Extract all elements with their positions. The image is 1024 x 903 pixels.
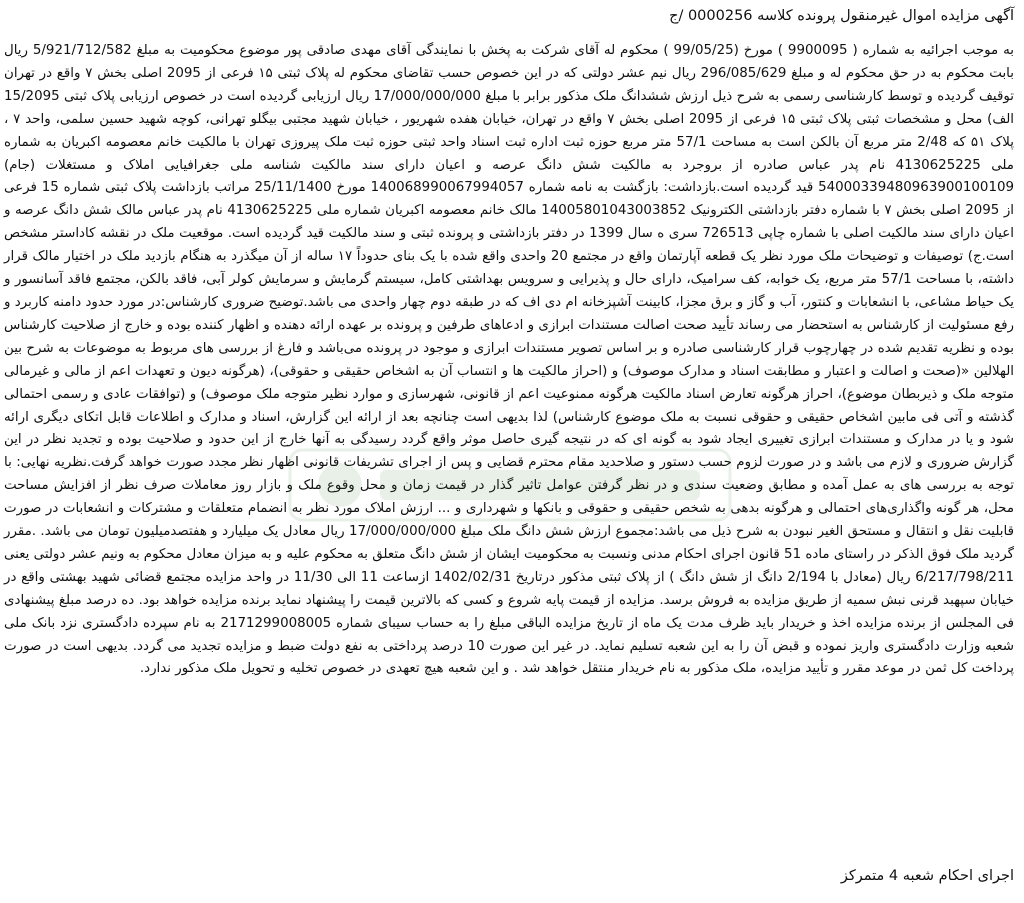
document-signature: اجرای احکام شعبه 4 متمرکز <box>840 868 1014 884</box>
body-paragraph: به موجب اجرائیه به شماره ( 9900095 ) مورخ (99/05/25 ) محکوم له آقای شرکت به پخش با نمایندگی آقای مهدی صادقی پور موضوع محکومیت به مبلغ 5/921/712/582 ریال بابت محکوم به در حق محکوم له و مبلغ 296/085/629 ریال نیم عشر دولتی که در این خصوص حسب تقاضای محکوم له پلاک ثبتی ۱۵ فرعی از 2095 اصلی بخش ۷ واقع در تهران توقیف گردیده و توسط کارشناسی رسمی به شرح ذیل ارزش ششدانگ ملک مذکور برابر با مبلغ 17/000/000/000 ریال ارزیابی گردیده است در خصوص ارزیابی پلاک ثبتی 15/2095 الف) محل و مشخصات ثبتی پلاک ثبتی ۱۵ فرعی از 2095 اصلی بخش ۷ واقع در تهران، خیابان هفده شهریور ، خیابان شهید مجتبی بیگلو تهرانی، کوچه شهید حسین سلمی، واحد ۷ ، پلاک ۵۱ که 2/48 متر مربع آن بالکن است به مساحت 57/1 متر مربع حوزه ثبت اداره ثبت اسناد واحد ثبتی حوزه ثبت ملک پیروزی تهران با مالکیت خانم معصومه اکبریان به شماره ملی 4130625225 نام پدر عباس صادره از بروجرد به مالکیت شش دانگ عرصه و اعیان دارای سند مالکیت شناسه ملی جغرافیایی املاک و مستغلات (جام) 5400033948096390010010​9 قید گردیده است.بازداشت: بازگشت به نامه شماره 14006899006799405​7 مورخ 25/11/1400 مراتب بازداشت پلاک ثبتی شماره 15 فرعی از 2095 اصلی بخش ۷ با شماره دفتر بازداشتی الکترونیک 14005801043003852 مالک خانم معصومه اکبریان شماره ملی 4130625225 نام پدر عباس مالک شش دانگ عرصه و اعیان دارای سند مالکیت اصلی با شماره چاپی 726513 سری ه سال 1399 در دفتر بازداشتی و پرونده ثبتی و سند مالکیت قید گردیده است. موقعیت ملک در نقشه کاداستر مشخص است.ج) توصیفات و توضیحات ملک مورد نظر یک قطعه آپارتمان واقع در مجتمع 20 واحدی واقع شده با یک بنای حدوداً ۱۷ ساله از آن میگذرد به هنگام بازدید ملک در اختیار مالک قرار داشته، با مساحت 57/1 متر مربع، یک خوابه، کف سرامیک، دارای حال و پذیرایی و سرویس بهداشتی کامل، سیستم گرمایش و سرمایش کولر آبی، فاقد بالکن، مجتمع فاقد آسانسور و یک حیاط مشاعی، با انشعابات و کنتور، آب و گاز و برق مجزا، کابینت آشپزخانه ام دی اف که در طبقه دوم چهار واحدی می باشد.توضیح ضروری کارشناس:در مورد حدود دامنه کاربرد و رفع مسئولیت از کارشناس به استحضار می رساند تأیید صحت اصالت مستندات ابرازی و ادعاهای طرفین و پرونده بر عهده ارائه دهنده و اظهار کننده بوده و خارج از صلاحیت کارشناس بوده و نظریه تقدیم شده در چهارچوب قرار کارشناسی صادره و بر اساس تصویر مستندات ابرازی و موجود در پرونده می‌باشد و فارغ از بررسی های مربوط به موضوعات به شرح بین الهلالین «(صحت و اصالت و اعتبار و مطابقت اسناد و مدارک موصوف) و (احراز مالکیت ها و انتساب آن به اشخاص حقیقی و حقوقی)، (هرگونه دیون و تعهدات اعم از مالی و غیرمالی متوجه ملک و ذیربطان موضوع)، احراز هرگونه تعارض اسناد مالکیت هرگونه ممنوعیت اعم از قانونی، شهرسازی و موارد نظیر متوجه ملک موصوف) و (توافقات عادی و رسمی احتمالی گذشته و آتی فی مابین اشخاص حقیقی و حقوقی نسبت به ملک موضوع کارشناس) لذا بدیهی است چنانچه بعد از ارائه این گزارش، اسناد و مدارک و اطلاعات قابل اتکای دیگری ارائه شود و یا در مدارک و مستندات ابرازی تغییری ایجاد شود به گونه ای که در نتیجه گیری حاصل موثر واقع گردد رسیدگی به آنها خارج از این حدود و صلاحیت بوده و تجدید نظر در این گزارش ضروری و لازم می باشد و در صورت لزوم حسب دستور و صلاحدید مقام محترم قضایی و پس از اجرای تشریفات قانونی اظهار نظر مجدد صورت خواهد گرفت.نظریه نهایی: با توجه به بررسی های به عمل آمده و مطابق وضعیت سندی و در نظر گرفتن عوامل تاثیر گذار در قیمت زمان و محل وقوع ملک و بازار روز معاملات صرف نظر از افزایش مساحت محل، هر گونه واگذاری‌های احتمالی و هرگونه بدهی به شخص حقیقی و حقوقی و بانکها و شهرداری و ... ارزش املاک مورد نظر به انضمام متعلقات و مشترکات و انشعابات در صورت قابلیت نقل و انتقال و مستحق الغیر نبودن به شرح ذیل می باشد:مجموع ارزش شش دانگ ملک مبلغ 17/000/000/000 ریال معادل یک میلیارد و هفتصدمیلیون تومان می باشد. .مقرر گردید ملک فوق الذکر در راستای ماده 51 قانون اجرای احکام مدنی ونسبت به محکومیت ایشان از شش دانگ متعلق به محکوم علیه و به میزان معادل محکوم به ونیم عشر دولتی یعنی 6/217/798/211 ریال (معادل با 2/194 دانگ از شش دانگ ) از پلاک ثبتی مذکور درتاریخ 1402/02/31 ازساعت 11 الی 11/30 در واحد مزایده مجتمع قضائی شهید بهشتی واقع در خیابان سپهبد قرنی نبش سمیه از طریق مزایده به فروش برسد. مزایده از قیمت پایه شروع و کسی که بالاترین قیمت را پیشنهاد نماید برنده مزایده خواهد بود. ده درصد مبلغ پیشنهادی فی المجلس از برنده مزایده اخذ و خریدار باید ظرف مدت یک ماه از تاریخ مزایده الباقی مبلغ را به حساب سیبای شماره 2171299008005 به نام سپرده دادگستری نزد بانک ملی شعبه وزارت دادگستری واریز نموده و قبض آن را به این شعبه تسلیم نماید. در غیر این صورت 10 درصد پرداختی به نفع دولت ضبط و مزایده تجدید می گردد. بدیهی است در صورت پرداخت کل ثمن در موعد مقرر و تأیید مزایده، ملک مذکور به نام خریدار منتقل خواهد شد . و این شعبه هیچ تعهدی در خصوص تخلیه و تحویل ملک مذکور ندارد. <box>4 43 1015 677</box>
document-title: آگهی مزایده اموال غیرمنقول پرونده کلاسه 0000256 /ج <box>669 8 1014 24</box>
document-body <box>4 40 1014 681</box>
